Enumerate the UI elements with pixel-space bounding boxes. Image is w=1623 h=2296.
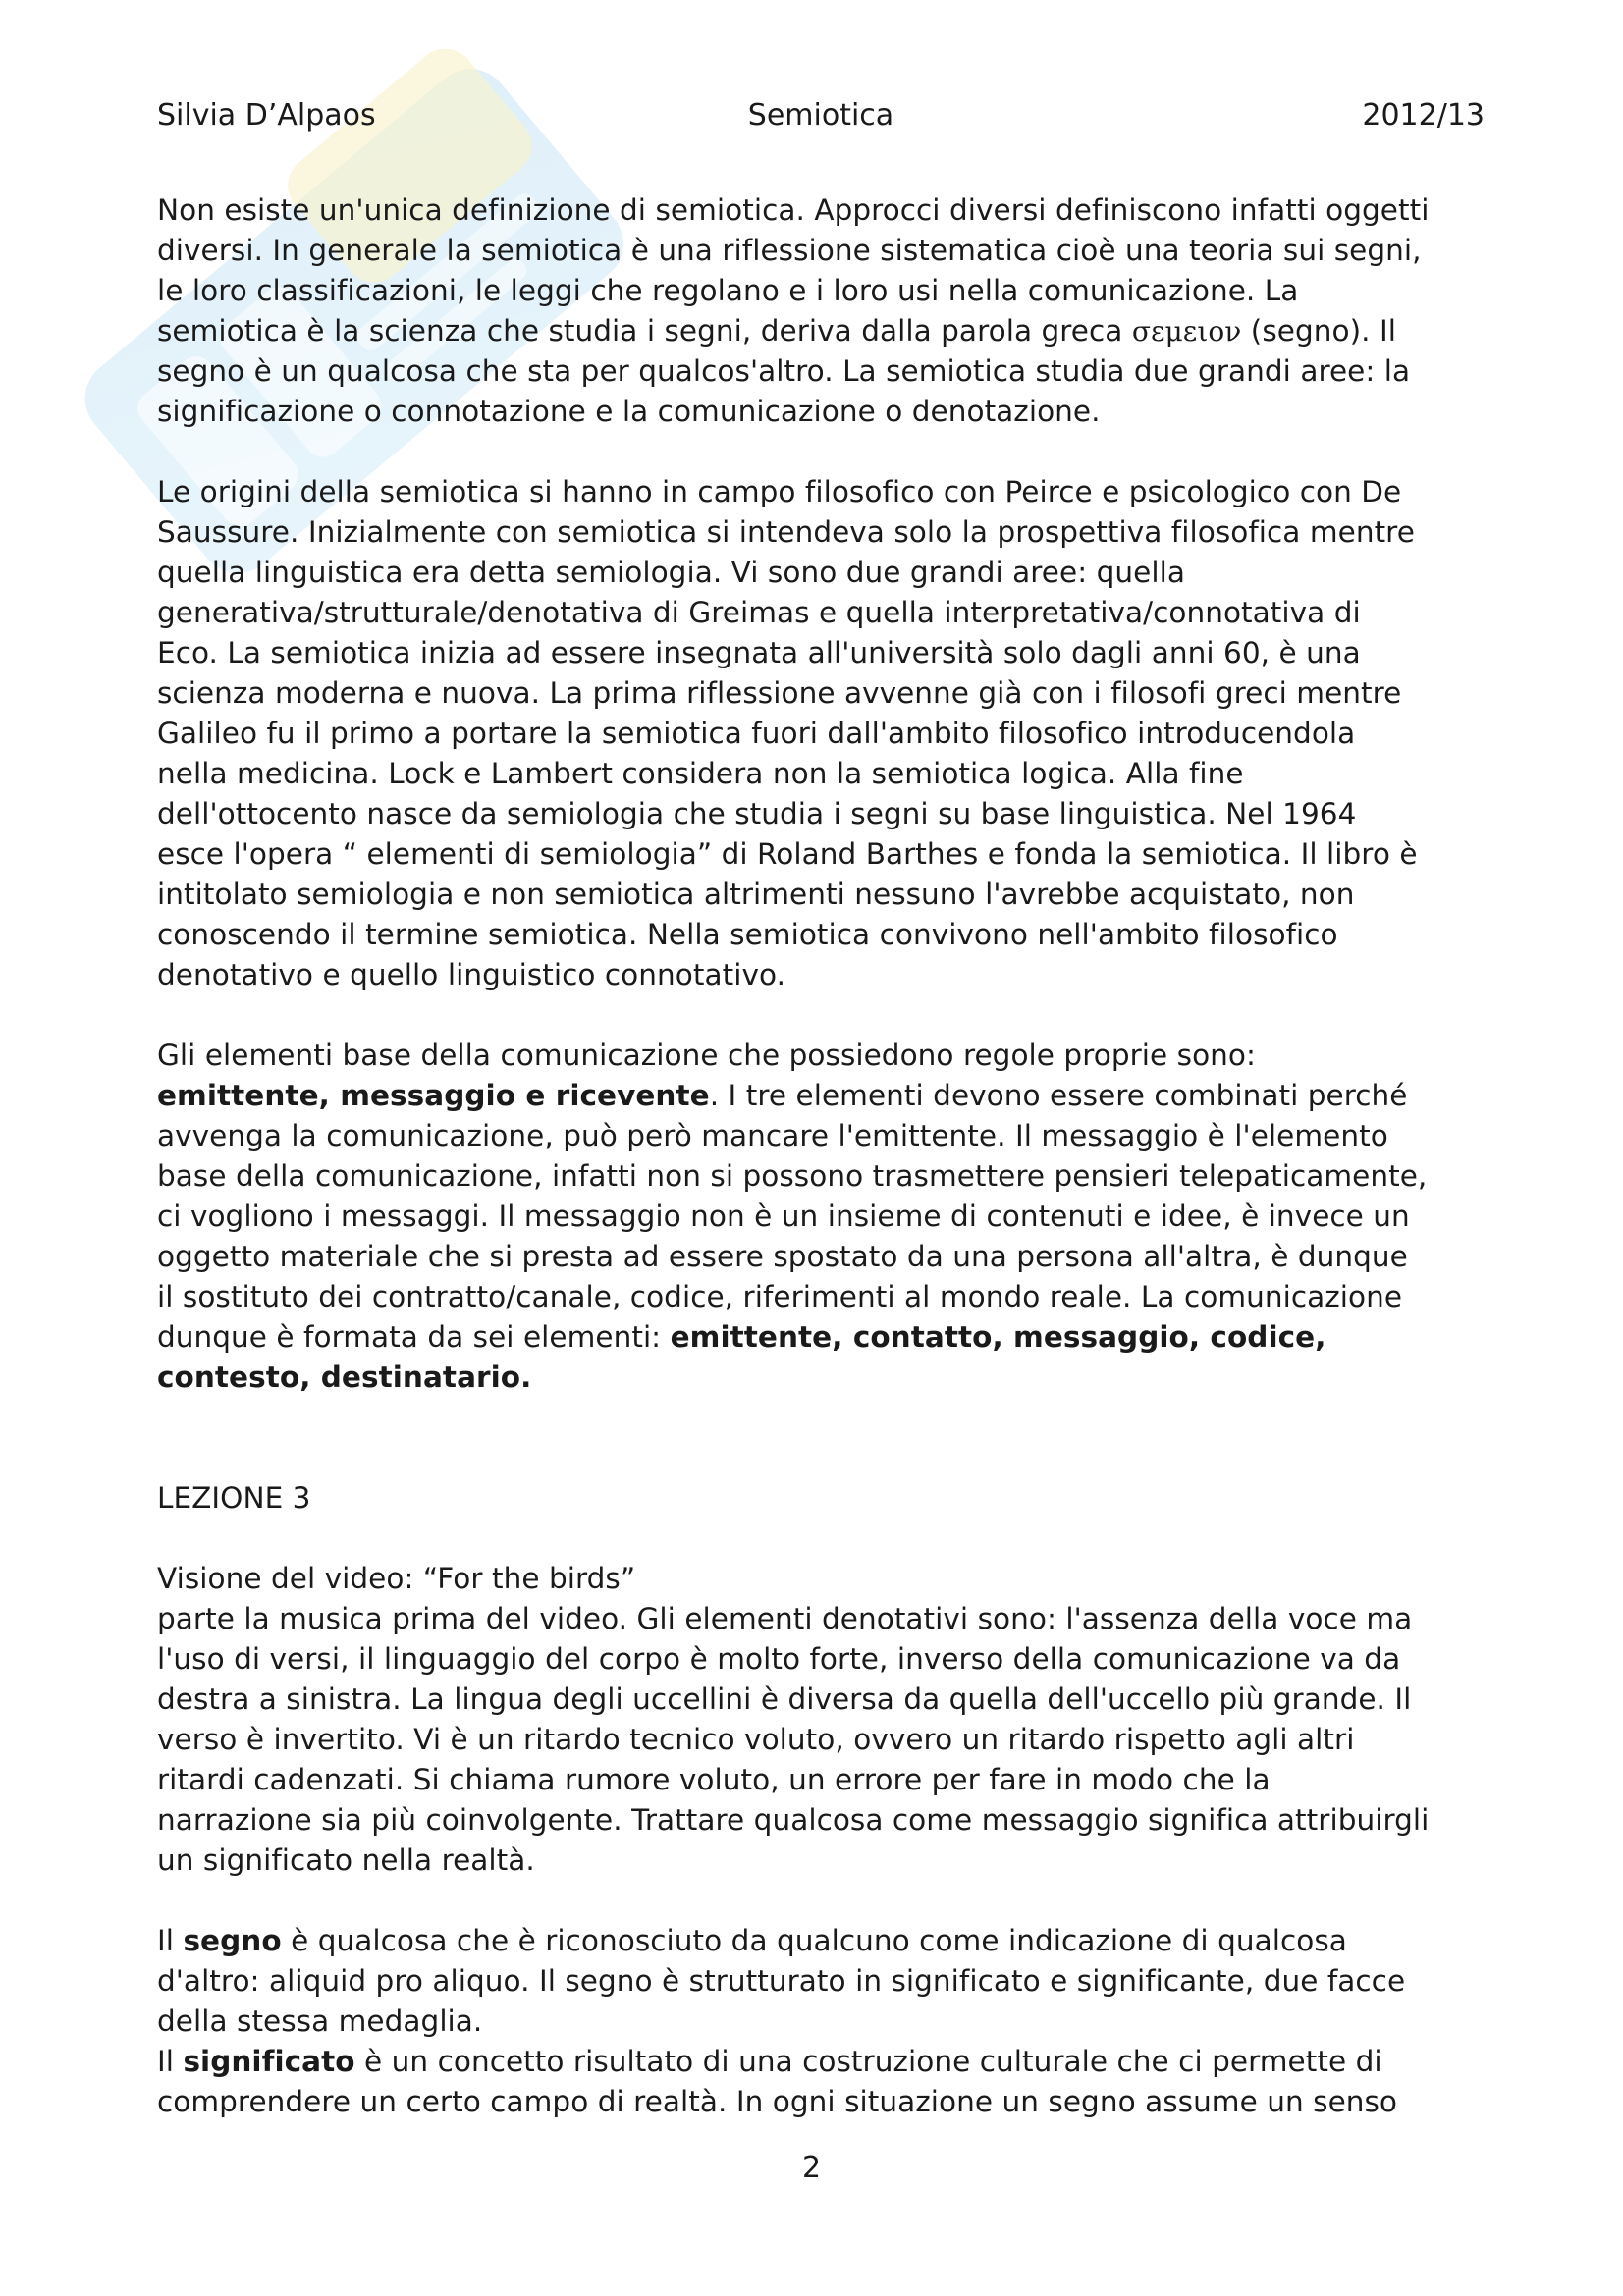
text-line: ritardi cadenzati. Si chiama rumore voluto, un errore per fare in modo che la [157,1763,1271,1796]
text-line [157,1921,1492,1961]
text-line [157,1358,1492,1398]
text-line: avvenga la comunicazione, può però mancare l'emittente. Il messaggio è l'elemento [157,1119,1388,1152]
text-line: significazione o connotazione e la comunicazione o denotazione. [157,395,1101,428]
paragraph-gap [157,995,1492,1036]
text-line: destra a sinistra. La lingua degli uccellini è diversa da quella dell'uccello più grande. Il [157,1682,1412,1716]
paragraph-sign [157,1921,1492,2122]
text-line: della stessa medaglia. [157,2004,483,2038]
text-span: (segno). Il [1241,314,1396,347]
text-line [157,2042,1492,2082]
bold-text: contesto, destinatario. [157,1361,532,1394]
text-line: comprendere un certo campo di realtà. In ogni situazione un segno assume un senso [157,2085,1398,2118]
paragraph-origins [157,472,1492,995]
text-line: generativa/strutturale/denotativa di Greimas e quella interpretativa/connotativa di [157,596,1361,629]
paragraph-gap [157,432,1492,472]
text-span: è un concetto risultato di una costruzione culturale che ci permette di [354,2045,1382,2078]
text-line [157,1076,1492,1116]
text-line: l'uso di versi, il linguaggio del corpo è molto forte, inverso della comunicazione va da [157,1642,1401,1676]
text-line: Saussure. Inizialmente con semiotica si intendeva solo la prospettiva filosofica mentre [157,515,1415,549]
text-line: esce l'opera “ elementi di semiologia” di Roland Barthes e fonda la semiotica. Il libro è [157,837,1418,871]
text-line [157,311,1492,351]
text-line: nella medicina. Lock e Lambert considera non la semiotica logica. Alla fine [157,757,1244,790]
text-line: Gli elementi base della comunicazione che possiedono regole proprie sono: [157,1039,1257,1072]
bold-text: segno [183,1924,282,1957]
text-span: . I tre elementi devono essere combinati perché [709,1079,1408,1112]
paragraph-gap [157,1881,1492,1921]
text-line [157,1317,1492,1358]
text-span: Il [157,1924,184,1957]
text-line: conoscendo il termine semiotica. Nella semiotica convivono nell'ambito filosofico [157,918,1338,951]
header-subject: Semiotica [747,98,894,133]
text-line: Galileo fu il primo a portare la semiotica fuori dall'ambito filosofico introducendola [157,717,1356,750]
text-line: narrazione sia più coinvolgente. Trattare qualcosa come messaggio significa attribuirgli [157,1803,1430,1837]
text-line: verso è invertito. Vi è un ritardo tecnico voluto, ovvero un ritardo rispetto agli altri [157,1723,1355,1756]
text-line: un significato nella realtà. [157,1843,535,1877]
section-heading: LEZIONE 3 [157,1481,311,1515]
paragraph-gap [157,1519,1492,1559]
text-line: intitolato semiologia e non semiotica altrimenti nessuno l'avrebbe acquistato, non [157,878,1355,911]
bold-text: emittente, messaggio e ricevente [157,1079,710,1112]
text-line: il sostituto dei contratto/canale, codice, riferimenti al mondo reale. La comunicazione [157,1280,1403,1313]
paragraph-communication [157,1036,1492,1398]
text-line: Eco. La semiotica inizia ad essere insegnata all'università solo dagli anni 60, è una [157,636,1361,669]
paragraph-gap [157,1398,1492,1478]
document-body [157,190,1492,2122]
text-line: oggetto materiale che si presta ad essere spostato da una persona all'altra, è dunque [157,1240,1408,1273]
text-line: scienza moderna e nuova. La prima riflessione avvenne già con i filosofi greci mentre [157,676,1402,710]
text-line: segno è un qualcosa che sta per qualcos'altro. La semiotica studia due grandi aree: la [157,354,1411,388]
text-line: Le origini della semiotica si hanno in campo filosofico con Peirce e psicologico con De [157,475,1402,508]
paragraph-definition [157,190,1492,432]
text-line: ci vogliono i messaggi. Il messaggio non è un insieme di contenuti e idee, è invece un [157,1200,1410,1233]
text-line: denotativo e quello linguistico connotativo. [157,958,785,991]
header-year: 2012/13 [1362,98,1485,133]
text-line: Non esiste un'unica definizione di semiotica. Approcci diversi definiscono infatti oggetti [157,193,1430,227]
greek-word: σεμειον [1131,315,1242,347]
text-line: d'altro: aliquid pro aliquo. Il segno è strutturato in significato e significante, due facce [157,1964,1406,1998]
text-line: base della comunicazione, infatti non si possono trasmettere pensieri telepaticamente, [157,1159,1428,1193]
paragraph-video [157,1559,1492,1881]
text-line: Visione del video: “For the birds” [157,1562,636,1595]
text-line: quella linguistica era detta semiologia. Vi sono due grandi aree: quella [157,556,1185,589]
header-author: Silvia D’Alpaos [157,98,376,133]
bold-text: significato [183,2045,355,2078]
page-header [157,94,1485,137]
text-span: è qualcosa che è riconosciuto da qualcuno come indicazione di qualcosa [281,1924,1347,1957]
text-span: Il [157,2045,184,2078]
text-line: dell'ottocento nasce da semiologia che studia i segni su base linguistica. Nel 1964 [157,797,1357,830]
text-line: le loro classificazioni, le leggi che regolano e i loro usi nella comunicazione. La [157,274,1299,307]
text-span: semiotica è la scienza che studia i segni, deriva dalla parola greca [157,314,1132,347]
text-span: dunque è formata da sei elementi: [157,1320,671,1354]
bold-text: emittente, contatto, messaggio, codice, [670,1320,1326,1354]
text-line: diversi. In generale la semiotica è una riflessione sistematica cioè una teoria sui segni, [157,234,1422,267]
text-line: parte la musica prima del video. Gli elementi denotativi sono: l'assenza della voce ma [157,1602,1413,1635]
page-number: 2 [801,2151,822,2185]
